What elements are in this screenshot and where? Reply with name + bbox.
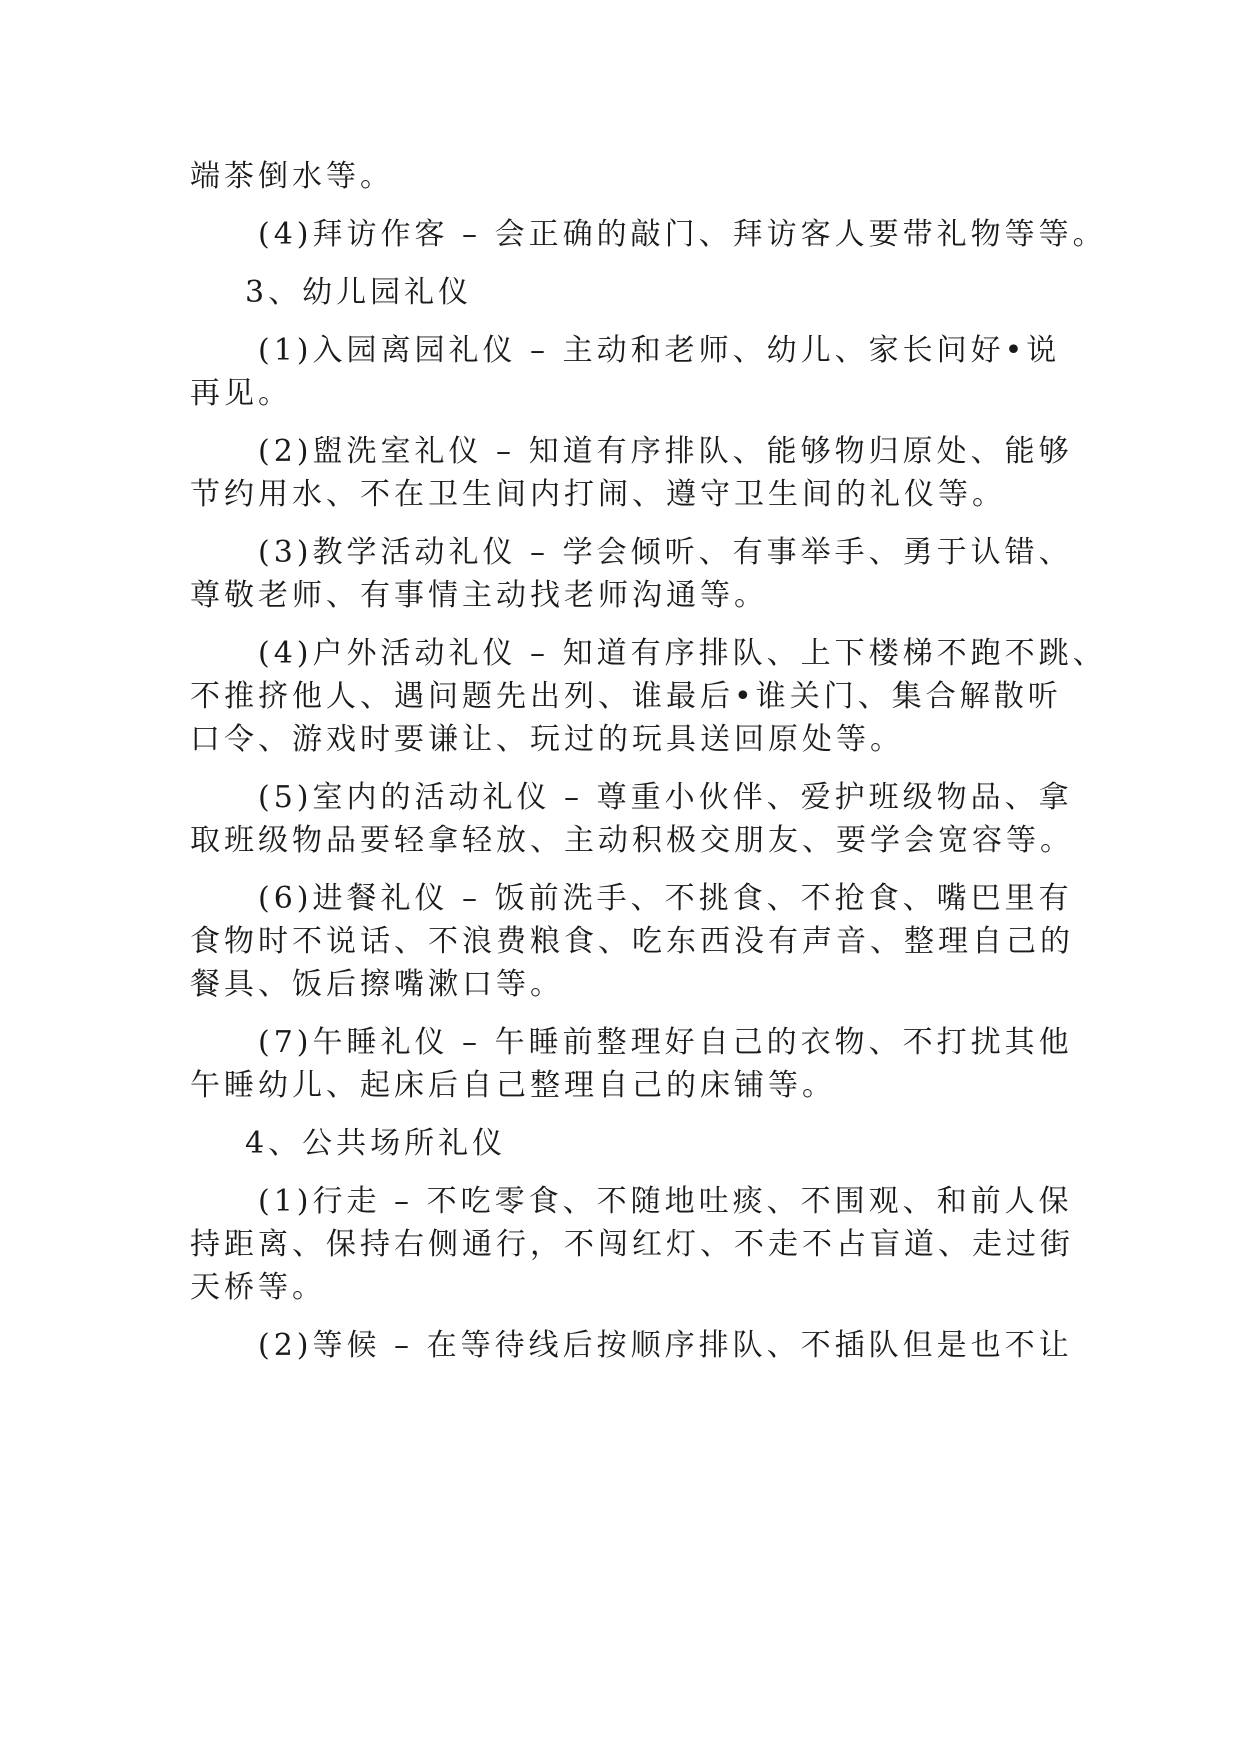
- paragraph: [190, 213, 1107, 256]
- text-line: (4)拜访作客 – 会正确的敲门、拜访客人要带礼物等等。: [258, 217, 1107, 252]
- text-line: 取班级物品要轻拿轻放、主动积极交朋友、要学会宽容等。: [190, 823, 1074, 858]
- paragraph: [190, 155, 1090, 198]
- text-line: (6)进餐礼仪 – 饭前洗手、不挑食、不抢食、嘴巴里有: [258, 881, 1073, 916]
- text-line: 口令、游戏时要谦让、玩过的玩具送回原处等。: [190, 722, 904, 757]
- text-line: 天桥等。: [190, 1270, 326, 1305]
- paragraph: [190, 1021, 1090, 1107]
- section-heading: [190, 1122, 1090, 1165]
- section-heading: [190, 271, 1090, 314]
- paragraph: [190, 531, 1090, 617]
- text-line: (2)等候 – 在等待线后按顺序排队、不插队但是也不让: [258, 1328, 1073, 1363]
- text-line: 4、公共场所礼仪: [245, 1126, 507, 1161]
- text-line: (1)行走 – 不吃零食、不随地吐痰、不围观、和前人保: [258, 1184, 1073, 1219]
- text-line: (4)户外活动礼仪 – 知道有序排队、上下楼梯不跑不跳、: [258, 636, 1107, 671]
- text-line: (2)盥洗室礼仪 – 知道有序排队、能够物归原处、能够: [258, 434, 1073, 469]
- text-line: 3、幼儿园礼仪: [245, 275, 473, 310]
- text-line: 不推挤他人、遇问题先出列、谁最后•谁关门、集合解散听: [190, 679, 1062, 714]
- text-line: (7)午睡礼仪 – 午睡前整理好自己的衣物、不打扰其他: [258, 1025, 1073, 1060]
- text-line: 餐具、饭后擦嘴漱口等。: [190, 967, 564, 1002]
- text-line: 食物时不说话、不浪费粮食、吃东西没有声音、整理自己的: [190, 924, 1074, 959]
- text-line: 端茶倒水等。: [190, 159, 394, 194]
- paragraph: [190, 632, 1107, 761]
- paragraph: [190, 877, 1090, 1006]
- paragraph: [190, 1180, 1090, 1309]
- text-line: (5)室内的活动礼仪 – 尊重小伙伴、爱护班级物品、拿: [258, 780, 1073, 815]
- text-line: (1)入园离园礼仪 – 主动和老师、幼儿、家长问好•说: [258, 333, 1061, 368]
- text-line: 再见。: [190, 376, 292, 411]
- paragraph: [190, 1324, 1090, 1367]
- text-line: 尊敬老师、有事情主动找老师沟通等。: [190, 578, 768, 613]
- text-line: 节约用水、不在卫生间内打闹、遵守卫生间的礼仪等。: [190, 477, 1006, 512]
- text-line: (3)教学活动礼仪 – 学会倾听、有事举手、勇于认错、: [258, 535, 1073, 570]
- document-body: [190, 155, 1107, 1382]
- text-line: 持距离、保持右侧通行，不闯红灯、不走不占盲道、走过街: [190, 1227, 1074, 1262]
- text-line: 午睡幼儿、起床后自己整理自己的床铺等。: [190, 1068, 836, 1103]
- paragraph: [190, 329, 1090, 415]
- paragraph: [190, 430, 1090, 516]
- paragraph: [190, 776, 1090, 862]
